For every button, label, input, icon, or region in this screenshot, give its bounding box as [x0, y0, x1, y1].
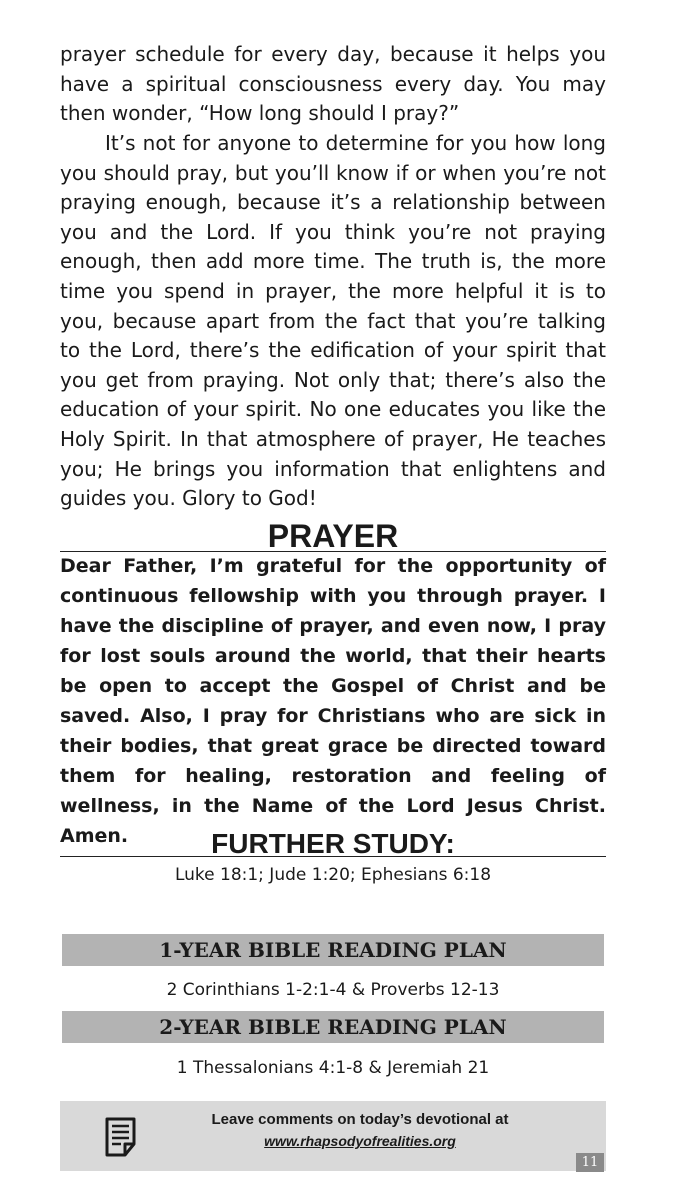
prayer-text: Dear Father, I’m grateful for the opportunity of continuous fellowship with you through prayer. I have the discipline of prayer, and even now, I pray for lost souls around the world, that their hearts be open to accept the Gospel of Christ and be saved. Also, I pray for Christians who are sick in their bodies, that great grace be directed toward them for healing, restoration and feeling of wellness, in the Name of the Lord Jesus Christ. Amen.: [60, 555, 606, 847]
two-year-plan-passages: 1 Thessalonians 4:1-8 & Jeremiah 21: [176, 1058, 490, 1078]
further-study-references: Luke 18:1; Jude 1:20; Ephesians 6:18: [174, 865, 492, 885]
footer-comments-box: [60, 1101, 606, 1171]
further-study-heading: FURTHER STUDY:: [211, 828, 455, 859]
further-study-divider: [60, 856, 606, 857]
document-icon: [104, 1116, 144, 1158]
prayer-heading: PRAYER: [267, 518, 399, 554]
devotional-paragraph-2: It’s not for anyone to determine for you how long you should pray, but you’ll know if or when you’re not praying enough, because it’s a relationship between you and the Lord. If you think you’re not praying enough, then add more time. The truth is, the more time you spend in prayer, the more helpful it is to you, because apart from the fact that you’re talking to the Lord, there’s the edification of your spirit that you get from praying. Not only that; there’s also the education of your spirit. No one educates you like the Holy Spirit. In that atmosphere of prayer, He teaches you; He brings you information that enlightens and guides you. Glory to God!: [60, 131, 606, 511]
devotional-paragraph-1: prayer schedule for every day, because it helps you have a spiritual consciousness every day. You may then wonder, “How long should I pray?”: [60, 42, 606, 126]
one-year-plan-passages: 2 Corinthians 1-2:1-4 & Proverbs 12-13: [166, 980, 500, 1000]
two-year-plan-heading: 2-YEAR BIBLE READING PLAN: [62, 1011, 604, 1043]
one-year-plan-heading: 1-YEAR BIBLE READING PLAN: [62, 934, 604, 966]
comment-prompt: Leave comments on today’s devotional at: [211, 1111, 509, 1128]
website-link[interactable]: www.rhapsodyofrealities.org: [264, 1133, 456, 1149]
page-number: 11: [576, 1153, 604, 1172]
